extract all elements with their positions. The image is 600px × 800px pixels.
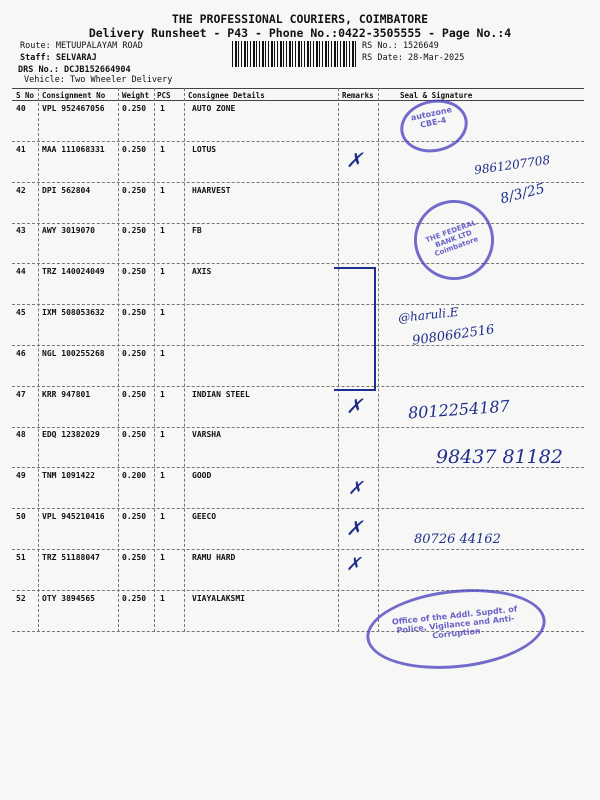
handwritten-phone-47: 8012254187 xyxy=(407,396,511,423)
row-divider xyxy=(12,263,584,264)
cell-wt: 0.250 xyxy=(122,267,147,276)
cell-wt: 0.250 xyxy=(122,226,147,235)
cell-pcs: 1 xyxy=(160,390,165,399)
cell-sno: 45 xyxy=(16,308,26,317)
cell-name: GEECO xyxy=(192,512,217,521)
cell-cons: OTY 3894565 xyxy=(42,594,95,603)
cell-cons: DPI 562804 xyxy=(42,186,91,195)
cell-sno: 43 xyxy=(16,226,26,235)
col-consignment: Consignment No xyxy=(42,91,106,100)
cell-cons: VPL 952467056 xyxy=(42,104,105,113)
cell-pcs: 1 xyxy=(160,349,165,358)
cell-pcs: 1 xyxy=(160,553,165,562)
cell-sno: 42 xyxy=(16,186,26,195)
remark-bracket-44-46 xyxy=(334,267,376,391)
cell-cons: TRZ 140024049 xyxy=(42,267,105,276)
cell-name: HAARVEST xyxy=(192,186,231,195)
handwritten-phone-46: 9080662516 xyxy=(411,322,496,349)
cell-sno: 46 xyxy=(16,349,26,358)
cell-pcs: 1 xyxy=(160,471,165,480)
row-divider xyxy=(12,304,584,305)
cell-name: AUTO ZONE xyxy=(192,104,236,113)
cell-pcs: 1 xyxy=(160,145,165,154)
cell-wt: 0.250 xyxy=(122,553,147,562)
col-pcs: PCS xyxy=(157,91,171,100)
cell-wt: 0.200 xyxy=(122,471,147,480)
cell-cons: VPL 945210416 xyxy=(42,512,105,521)
company-title: THE PROFESSIONAL COURIERS, COIMBATORE xyxy=(171,12,429,26)
col-seal: Seal & Signature xyxy=(400,91,473,100)
barcode xyxy=(232,41,358,67)
cell-sno: 41 xyxy=(16,145,26,154)
cell-sno: 48 xyxy=(16,430,26,439)
cell-cons: MAA 111068331 xyxy=(42,145,105,154)
cell-name: RAMU HARD xyxy=(192,553,236,562)
cell-wt: 0.250 xyxy=(122,145,147,154)
remark-cross-41: ✗ xyxy=(346,148,363,172)
cell-name: VARSHA xyxy=(192,430,221,439)
cell-wt: 0.250 xyxy=(122,390,147,399)
row-divider xyxy=(12,508,584,509)
bank-stamp: THE FEDERAL BANK LTD Coimbatore xyxy=(403,189,506,292)
cell-sno: 47 xyxy=(16,390,26,399)
cell-wt: 0.250 xyxy=(122,308,147,317)
cell-wt: 0.250 xyxy=(122,512,147,521)
cell-pcs: 1 xyxy=(160,594,165,603)
remark-cross-51: ✗ xyxy=(346,554,362,575)
row-divider xyxy=(12,182,584,183)
cell-pcs: 1 xyxy=(160,104,165,113)
handwritten-phone-41: 9861207708 xyxy=(473,152,551,178)
handwritten-phone-50: 80726 44162 xyxy=(414,532,501,547)
remark-cross-47: ✗ xyxy=(346,394,363,418)
cell-wt: 0.250 xyxy=(122,104,147,113)
row-divider xyxy=(12,141,584,142)
remark-cross-50: ✗ xyxy=(346,516,363,540)
handwritten-date-42: 8/3/25 xyxy=(498,180,547,208)
row-divider xyxy=(12,386,584,387)
cell-name: GOOD xyxy=(192,471,212,480)
cell-cons: TRZ 51188047 xyxy=(42,553,100,562)
cell-sno: 50 xyxy=(16,512,26,521)
remark-cross-49: ✗ xyxy=(348,478,364,499)
staff-label: Staff: SELVARAJ xyxy=(20,53,97,63)
row-divider xyxy=(12,549,584,550)
runsheet-subtitle: Delivery Runsheet - P43 - Phone No.:0422-3505555 - Page No.:4 xyxy=(88,26,512,40)
table-top-rule xyxy=(12,88,584,89)
rs-date-label: RS Date: 28-Mar-2025 xyxy=(362,53,465,63)
cell-name: FB xyxy=(192,226,202,235)
route-label: Route: METUUPALAYAM ROAD xyxy=(20,41,143,51)
row-divider xyxy=(12,427,584,428)
vehicle-label: Vehicle: Two Wheeler Delivery xyxy=(24,75,173,85)
cell-pcs: 1 xyxy=(160,186,165,195)
cell-pcs: 1 xyxy=(160,267,165,276)
cell-cons: AWY 3019070 xyxy=(42,226,95,235)
handwritten-phone-48: 98437 81182 xyxy=(436,446,563,468)
cell-cons: TNM 1091422 xyxy=(42,471,95,480)
cell-sno: 52 xyxy=(16,594,26,603)
table-header-rule xyxy=(12,100,584,101)
cell-pcs: 1 xyxy=(160,430,165,439)
cell-name: VIAYALAKSMI xyxy=(192,594,245,603)
col-sno: S No xyxy=(16,91,35,100)
handwritten-name-45: @haruli.E xyxy=(397,304,460,326)
col-weight: Weight xyxy=(122,91,150,100)
cell-sno: 49 xyxy=(16,471,26,480)
cell-name: AXIS xyxy=(192,267,212,276)
cell-wt: 0.250 xyxy=(122,349,147,358)
cell-cons: NGL 100255268 xyxy=(42,349,105,358)
cell-pcs: 1 xyxy=(160,512,165,521)
cell-wt: 0.250 xyxy=(122,186,147,195)
row-divider xyxy=(12,345,584,346)
autozone-stamp: autozone CBE-4 xyxy=(395,93,472,158)
col-consignee: Consignee Details xyxy=(188,91,265,100)
police-stamp: Office of the Addl. Supdt. of Police, Vigilance and Anti-Corruption xyxy=(362,581,549,677)
cell-cons: IXM 508053632 xyxy=(42,308,105,317)
cell-sno: 40 xyxy=(16,104,26,113)
drs-label: DRS No.: DCJB152664904 xyxy=(18,65,131,75)
cell-pcs: 1 xyxy=(160,226,165,235)
rs-no-label: RS No.: 1526649 xyxy=(362,41,439,51)
cell-wt: 0.250 xyxy=(122,594,147,603)
row-divider xyxy=(12,223,584,224)
cell-wt: 0.250 xyxy=(122,430,147,439)
cell-cons: KRR 947801 xyxy=(42,390,91,399)
cell-sno: 51 xyxy=(16,553,26,562)
col-remarks: Remarks xyxy=(342,91,374,100)
cell-name: LOTUS xyxy=(192,145,217,154)
cell-name: INDIAN STEEL xyxy=(192,390,250,399)
cell-pcs: 1 xyxy=(160,308,165,317)
cell-sno: 44 xyxy=(16,267,26,276)
cell-cons: EDQ 12382029 xyxy=(42,430,100,439)
